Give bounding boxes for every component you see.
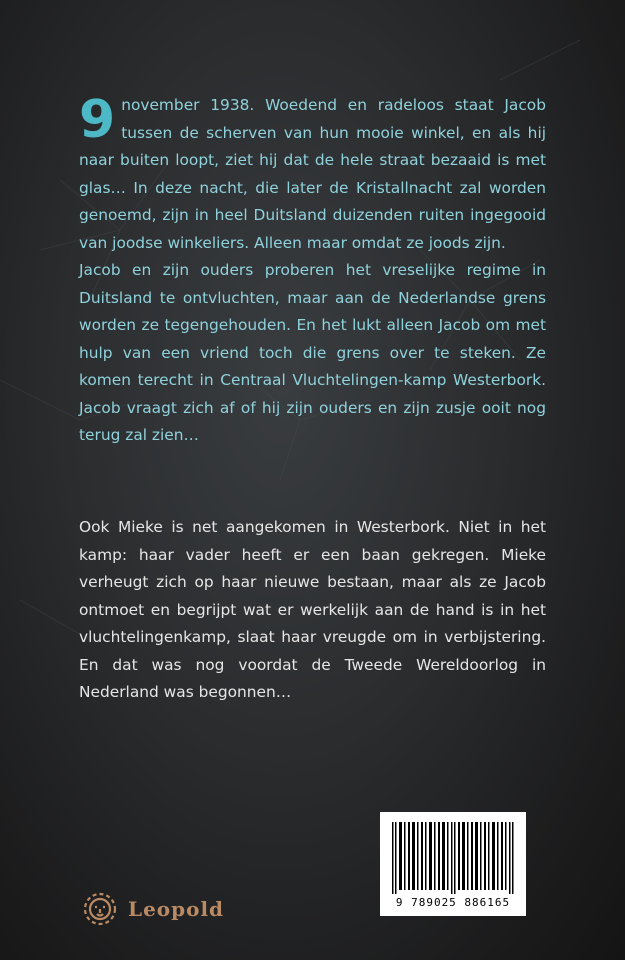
blurb-intro-paragraph-2: Jacob en zijn ouders proberen het vreselijke regime in Duitsland te ontvluchten, maar aan de Nederlandse grens worden ze tegengehouden. En het lukt alleen Jacob om met hulp van een vriend toch die grens over te steken. Ze komen terecht in Centraal Vluchtelingen-kamp Westerbork. Jacob vraagt zich af of hij zijn ouders en zijn zusje ooit nog terug zal zien… [79,261,546,444]
publisher-logo [78,885,224,933]
publisher-name: Leopold [128,897,225,921]
barcode-bars [390,822,516,894]
isbn-number: 9 789025 886165 [395,896,511,909]
blurb-intro [79,92,546,450]
dropcap: 9 [79,90,116,150]
blurb-intro-paragraph-1: november 1938. Woedend en radeloos staat Jacob tussen de scherven van hun mooie winkel, en als hij naar buiten loopt, ziet hij dat de hele straat bezaaid is met glas… In deze nacht, die later de Kristallnacht zal worden genoemd, zijn in heel Duitsland duizenden ruiten ingegooid van joodse winkeliers. Alleen maar omdat ze joods zijn. [79,96,546,252]
lion-head-icon [78,887,122,931]
blurb-mieke: Ook Mieke is net aangekomen in Westerbork. Niet in het kamp: haar vader heeft er een baan gekregen. Mieke verheugt zich op haar nieuwe bestaan, maar als ze Jacob ontmoet en begrijpt wat er werkelijk aan de hand is in het vluchtelingenkamp, slaat haar vreugde om in verbijstering. En dat was nog voordat de Tweede Wereldoorlog in Nederland was begonnen… [79,518,546,701]
barcode [380,812,526,916]
